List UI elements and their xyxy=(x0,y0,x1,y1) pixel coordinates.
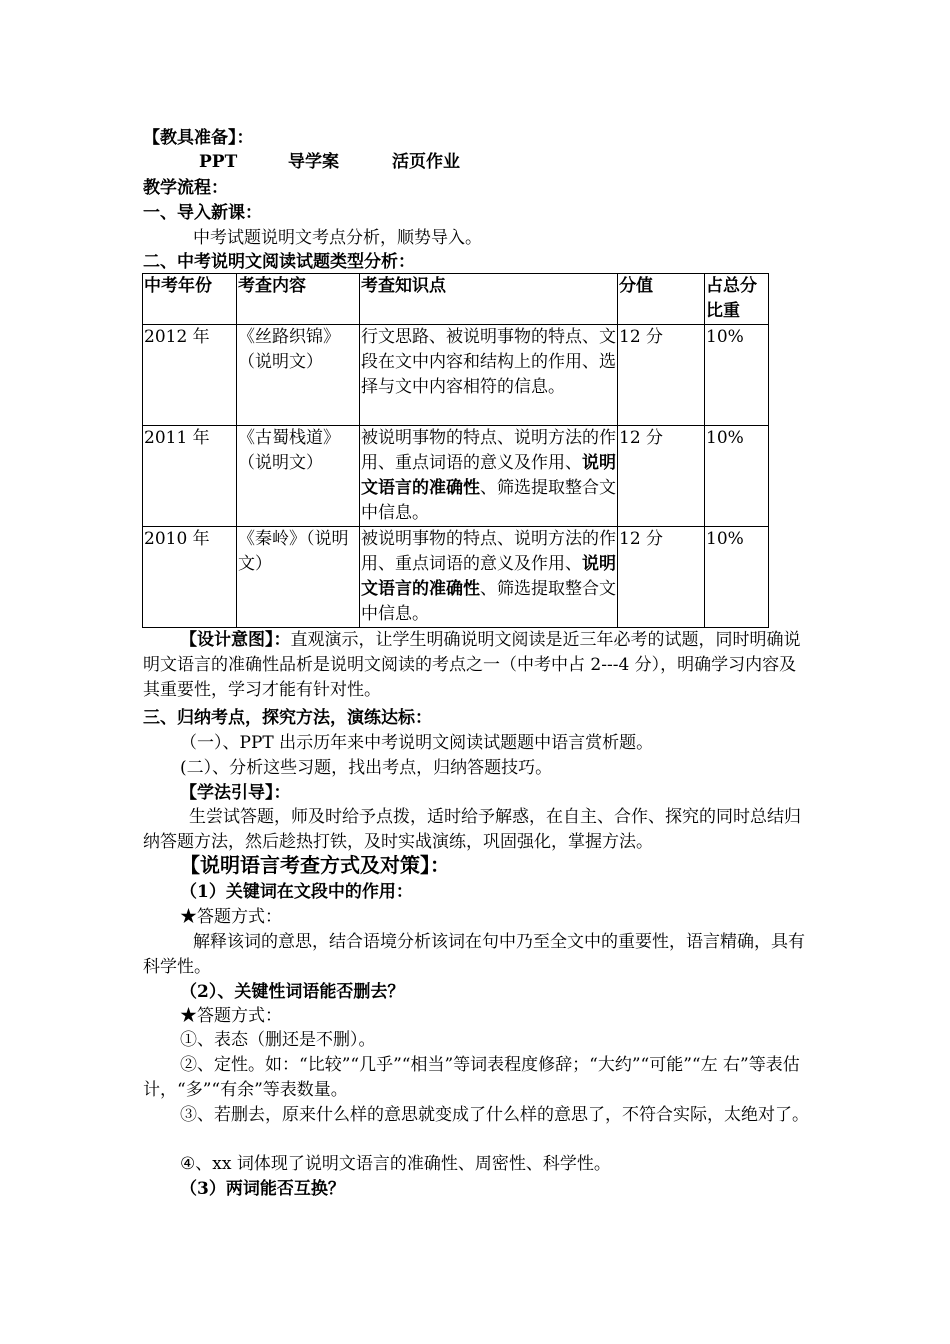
header-ratio: 占总分比重 xyxy=(705,274,769,325)
points-text: 被说明事物的特点、说明方法的作用、重点词语的意义及作用、 xyxy=(361,428,616,473)
question-2-step-3: ③、若删去，原来什么样的意思就变成了什么样的意思了，不符合实际，太绝对了。 xyxy=(180,1105,809,1125)
question-1-answer-text: 解释该词的意思，结合语境分析该词在句中乃至全文中的重要性，语言精确，具有科学性。 xyxy=(143,932,805,977)
exam-analysis-table xyxy=(142,273,769,628)
header-year: 中考年份 xyxy=(143,274,237,325)
cell-ratio: 10% xyxy=(705,426,769,527)
method-guide-text: 生尝试答题，师及时给予点拨，适时给予解惑，在自主、合作、探究的同时总结归纳答题方法，然后趁热打铁，及时实战演练，巩固强化，掌握方法。 xyxy=(143,807,801,852)
cell-content: 《古蜀栈道》（说明文） xyxy=(237,426,360,527)
flow-title: 教学流程： xyxy=(143,178,228,198)
points-bold-text: 说明文语言的准确性 xyxy=(361,554,616,599)
cell-score: 12 分 xyxy=(618,325,705,426)
section-2-title: 二、中考说明文阅读试题类型分析： xyxy=(143,252,415,272)
cell-year: 2011 年 xyxy=(143,426,237,527)
cell-year: 2012 年 xyxy=(143,325,237,426)
points-text: 被说明事物的特点、说明方法的作用、重点词语的意义及作用、 xyxy=(361,529,616,574)
section-1-text: 中考试题说明文考点分析，顺势导入。 xyxy=(193,228,482,248)
question-3-title: （3）两词能否互换？ xyxy=(180,1179,345,1199)
cell-score: 12 分 xyxy=(618,527,705,628)
points-text: 行文思路、被说明事物的特点、文段在文中内容和结构上的作用、选择与文中内容相符的信息。 xyxy=(361,327,616,397)
cell-content: 《秦岭》（说明文） xyxy=(237,527,360,628)
question-2-answer-label: ★答题方式： xyxy=(180,1006,282,1026)
cell-points xyxy=(360,325,618,426)
section-3-item-1: （一）、PPT 出示历年来中考说明文阅读试题题中语言赏析题。 xyxy=(180,733,654,753)
design-intent-label: 【设计意图】： xyxy=(180,630,291,650)
cell-content: 《丝路织锦》（说明文） xyxy=(237,325,360,426)
header-score: 分值 xyxy=(618,274,705,325)
question-2-step-2: ②、定性。如：“比较”“几乎”“相当”等词表程度修辞；“大约”“可能”“左 右”等表估计，“多”“有余”等表数量。 xyxy=(143,1055,800,1100)
table-row xyxy=(143,527,769,628)
tool-ppt: PPT xyxy=(199,152,238,172)
points-text-end: 、筛选提取整合文中信息。 xyxy=(361,579,616,624)
table-header-row xyxy=(143,274,769,325)
table-row xyxy=(143,325,769,426)
section-3-item-2: (二）、分析这些习题，找出考点，归纳答题技巧。 xyxy=(180,758,553,778)
design-intent-text: 直观演示，让学生明确说明文阅读是近三年必考的试题，同时明确说明文语言的准确性品析是说明文阅读的考点之一（中考中占 2---4 分），明确学习内容及其重要性，学习才能有针对性。 xyxy=(143,630,801,700)
tool-guide: 导学案 xyxy=(288,152,339,172)
header-points: 考查知识点 xyxy=(360,274,618,325)
points-text-end: 、筛选提取整合文中信息。 xyxy=(361,478,616,523)
table-row xyxy=(143,426,769,527)
points-bold-text: 说明文语言的准确性 xyxy=(361,453,616,498)
cell-score: 12 分 xyxy=(618,426,705,527)
question-1-title: （1）关键词在文段中的作用： xyxy=(180,882,413,902)
header-content: 考查内容 xyxy=(237,274,360,325)
tools-heading: 【教具准备】： xyxy=(143,128,254,148)
question-2-step-1: ①、表态（删还是不删）。 xyxy=(180,1030,376,1050)
cell-ratio: 10% xyxy=(705,527,769,628)
section-1-title: 一、导入新课： xyxy=(143,203,262,223)
question-1-answer-label: ★答题方式： xyxy=(180,907,282,927)
strategy-title: 【说明语言考查方式及对策】： xyxy=(180,853,450,877)
design-intent-paragraph xyxy=(143,628,809,703)
question-2-title: （2）、关键性词语能否删去？ xyxy=(180,982,405,1002)
tool-homework: 活页作业 xyxy=(392,152,460,172)
cell-ratio: 10% xyxy=(705,325,769,426)
cell-year: 2010 年 xyxy=(143,527,237,628)
question-2-step-4: ④、xx 词体现了说明文语言的准确性、周密性、科学性。 xyxy=(180,1154,611,1174)
section-3-title: 三、归纳考点，探究方法，演练达标： xyxy=(143,708,432,728)
method-guide-label: 【学法引导】： xyxy=(180,783,291,803)
cell-points xyxy=(360,426,618,527)
cell-points xyxy=(360,527,618,628)
